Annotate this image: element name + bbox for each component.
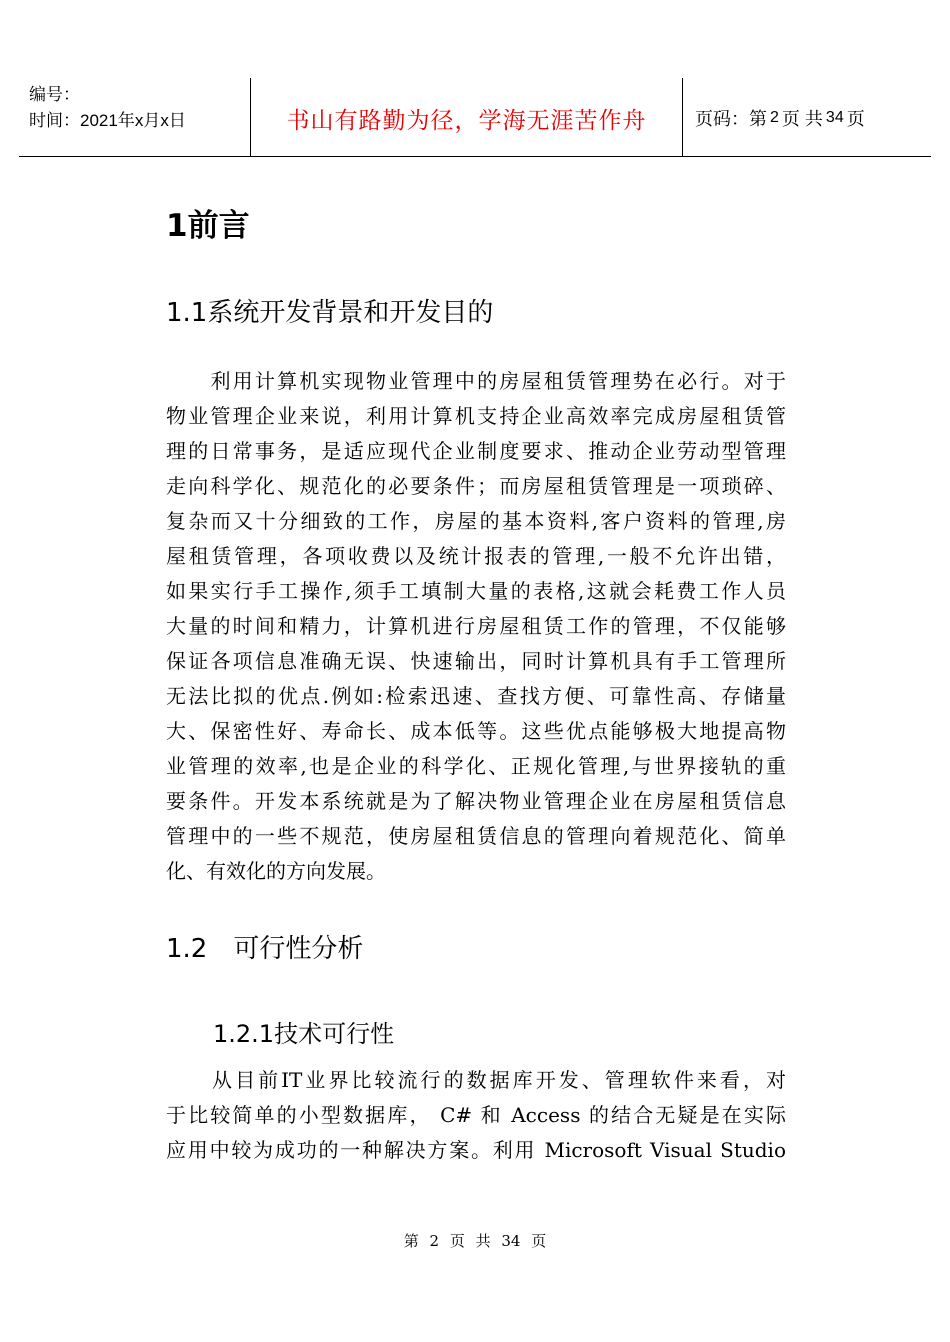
document-number-label: 编号： (29, 85, 80, 104)
heading-technical-feasibility: 1.2.1技术可行性 (213, 1020, 395, 1048)
paragraph-line: 大量的时间和精力，计算机进行房屋租赁工作的管理，不仅能够 (166, 614, 786, 638)
paragraph-technical-feasibility (166, 1063, 786, 1168)
paragraph-line: 复杂而又十分细致的工作，房屋的基本资料,客户资料的管理,房 (166, 509, 786, 533)
page-total: 34 (825, 109, 844, 126)
page-header (19, 78, 931, 157)
paragraph-line: 保证各项信息准确无误、快速输出，同时计算机具有手工管理所 (166, 649, 786, 673)
paragraph-line: 从目前IT业界比较流行的数据库开发、管理软件来看，对 (166, 1068, 786, 1092)
page-footer: 第 2 页 共 34 页 (403, 1232, 547, 1250)
paragraph-line: 应用中较为成功的一种解决方案。利用 Microsoft Visual Studio (166, 1138, 786, 1162)
page-info-prefix: 页码：第 (695, 109, 767, 129)
paragraph-line: 屋租赁管理，各项收费以及统计报表的管理,一般不允许出错， (166, 544, 786, 568)
paragraph-background (166, 364, 786, 889)
paragraph-line: 要条件。开发本系统就是为了解决物业管理企业在房屋租赁信息 (166, 789, 786, 813)
paragraph-line: 理的日常事务，是适应现代企业制度要求、推动企业劳动型管理 (166, 439, 786, 463)
paragraph-line: 业管理的效率,也是企业的科学化、正规化管理,与世界接轨的重 (166, 754, 786, 778)
page-info-mid: 页 共 (781, 109, 823, 129)
document-time-label: 时间：2021年x月x日 (29, 111, 186, 130)
paragraph-line: 走向科学化、规范化的必要条件；而房屋租赁管理是一项琐碎、 (166, 474, 786, 498)
heading-feasibility-analysis: 1.2 可行性分析 (166, 934, 364, 964)
heading-background-and-purpose: 1.1系统开发背景和开发目的 (166, 298, 494, 328)
paragraph-line: 物业管理企业来说，利用计算机支持企业高效率完成房屋租赁管 (166, 404, 786, 428)
paragraph-line: 利用计算机实现物业管理中的房屋租赁管理势在必行。对于 (166, 369, 786, 393)
paragraph-line: 管理中的一些不规范，使房屋租赁信息的管理向着规范化、简单 (166, 824, 786, 848)
page-current: 2 (770, 109, 779, 126)
paragraph-line: 大、保密性好、寿命长、成本低等。这些优点能够极大地提高物 (166, 719, 786, 743)
heading-preface: 1前言 (166, 208, 250, 244)
paragraph-line: 化、有效化的方向发展。 (166, 859, 386, 883)
header-page-info (683, 78, 931, 156)
header-meta (19, 78, 251, 156)
paragraph-line: 于比较简单的小型数据库， C# 和 Access 的结合无疑是在实际 (166, 1103, 786, 1127)
paragraph-line: 无法比拟的优点.例如:检索迅速、查找方便、可靠性高、存储量 (166, 684, 786, 708)
header-motto: 书山有路勤为径，学海无涯苦作舟 (251, 78, 683, 156)
page-info-suffix: 页 (846, 109, 865, 129)
paragraph-line: 如果实行手工操作,须手工填制大量的表格,这就会耗费工作人员 (166, 579, 786, 603)
